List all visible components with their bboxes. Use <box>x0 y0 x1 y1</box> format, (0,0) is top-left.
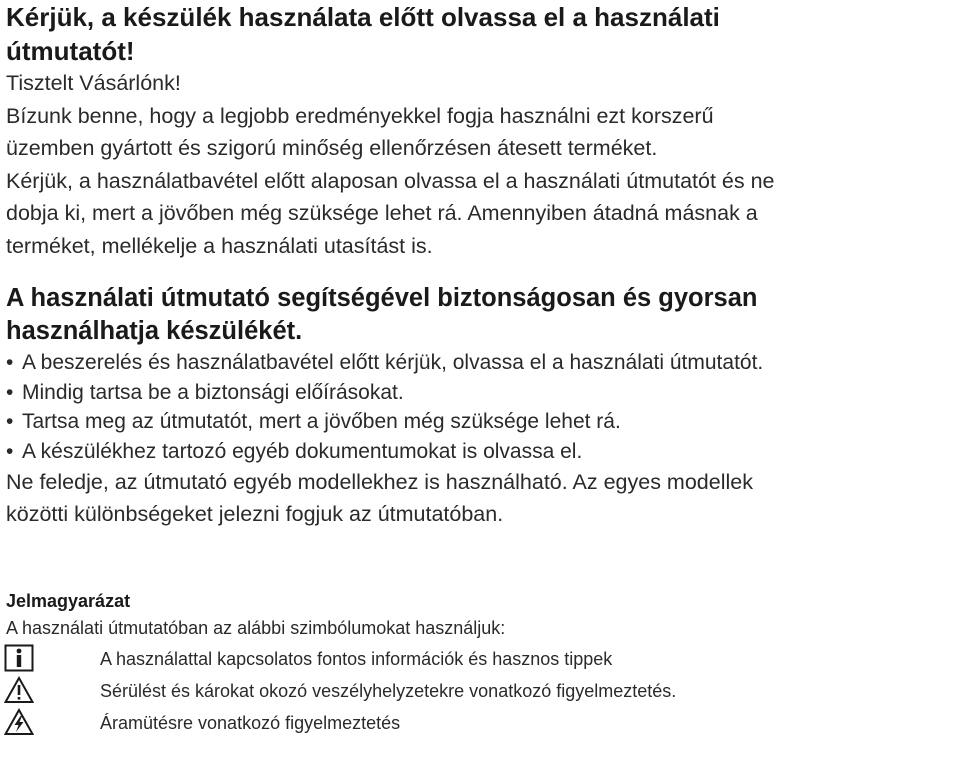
intro-para2-line1: Kérjük, a használatbavétel előtt alaposan olvassa el a használati útmutatót és ne <box>6 168 775 193</box>
models-note <box>6 466 956 530</box>
note-line-1: Ne feledje, az útmutató egyéb modellekhez is használható. Az egyes modellek <box>6 470 753 494</box>
legend-title: Jelmagyarázat <box>6 591 131 611</box>
section-heading <box>6 282 956 348</box>
list-item <box>6 407 956 437</box>
legend-item-text: Áramütésre vonatkozó figyelmeztetés <box>100 713 401 733</box>
note-line-2: közötti különbségeket jelezni fogjuk az útmutatóban. <box>6 502 504 526</box>
warning-icon <box>4 676 34 704</box>
bullet-dot: • <box>6 439 14 463</box>
list-item <box>6 378 956 408</box>
legend-item-text: A használattal kapcsolatos fontos információk és hasznos tippek <box>100 649 613 669</box>
bullet-dot: • <box>6 410 14 433</box>
legend-item-text: Sérülést és károkat okozó veszélyhelyzetekre vonatkozó figyelmeztetés. <box>100 681 677 701</box>
bullet-text: Tartsa meg az útmutatót, mert a jövőben még szüksége lehet rá. <box>22 410 621 433</box>
intro-paragraph-1 <box>6 100 956 165</box>
greeting <box>6 67 956 100</box>
electric-shock-warning-icon <box>4 708 34 736</box>
title-line-1: Kérjük, a készülék használata előtt olvassa el a használati <box>6 2 720 32</box>
legend-item-info <box>6 642 956 674</box>
legend-item-warning <box>6 674 956 706</box>
intro-para1-line2: üzemben gyártott és szigorú minőség ellenőrzésen átesett terméket. <box>6 136 658 160</box>
bullet-text: A készülékhez tartozó egyéb dokumentumokat is olvassa el. <box>22 439 583 463</box>
bullet-text: A beszerelés és használatbavétel előtt kérjük, olvassa el a használati útmutatót. <box>22 351 764 374</box>
bullet-dot: • <box>6 380 14 404</box>
intro-section <box>6 67 956 262</box>
greeting-text: Tisztelt Vásárlónk! <box>6 71 181 95</box>
bullet-dot: • <box>6 351 14 374</box>
legend-subtitle: A használati útmutatóban az alábbi szimbólumokat használjuk: <box>6 618 506 638</box>
title-line-2: útmutatót! <box>6 36 135 66</box>
list-item <box>6 437 956 467</box>
bullet-list <box>6 348 956 466</box>
info-icon <box>4 644 34 672</box>
intro-para2-line3: terméket, mellékelje a használati utasítást is. <box>6 233 433 258</box>
section-title-line-1: A használati útmutató segítségével biztonságosan és gyorsan <box>6 284 758 312</box>
intro-para2-line2: dobja ki, mert a jövőben még szüksége lehet rá. Amennyiben átadná másnak a <box>6 201 758 225</box>
intro-para1-line1: Bízunk benne, hogy a legjobb eredményekkel fogja használni ezt korszerű <box>6 103 714 128</box>
intro-paragraph-2 <box>6 165 956 263</box>
manual-page <box>6 0 956 738</box>
list-item <box>6 348 956 378</box>
page-title <box>6 0 956 68</box>
bullet-text: Mindig tartsa be a biztonsági előírásokat. <box>22 380 404 404</box>
section-title-line-2: használhatja készülékét. <box>6 317 303 345</box>
legend-item-electric <box>6 706 956 738</box>
